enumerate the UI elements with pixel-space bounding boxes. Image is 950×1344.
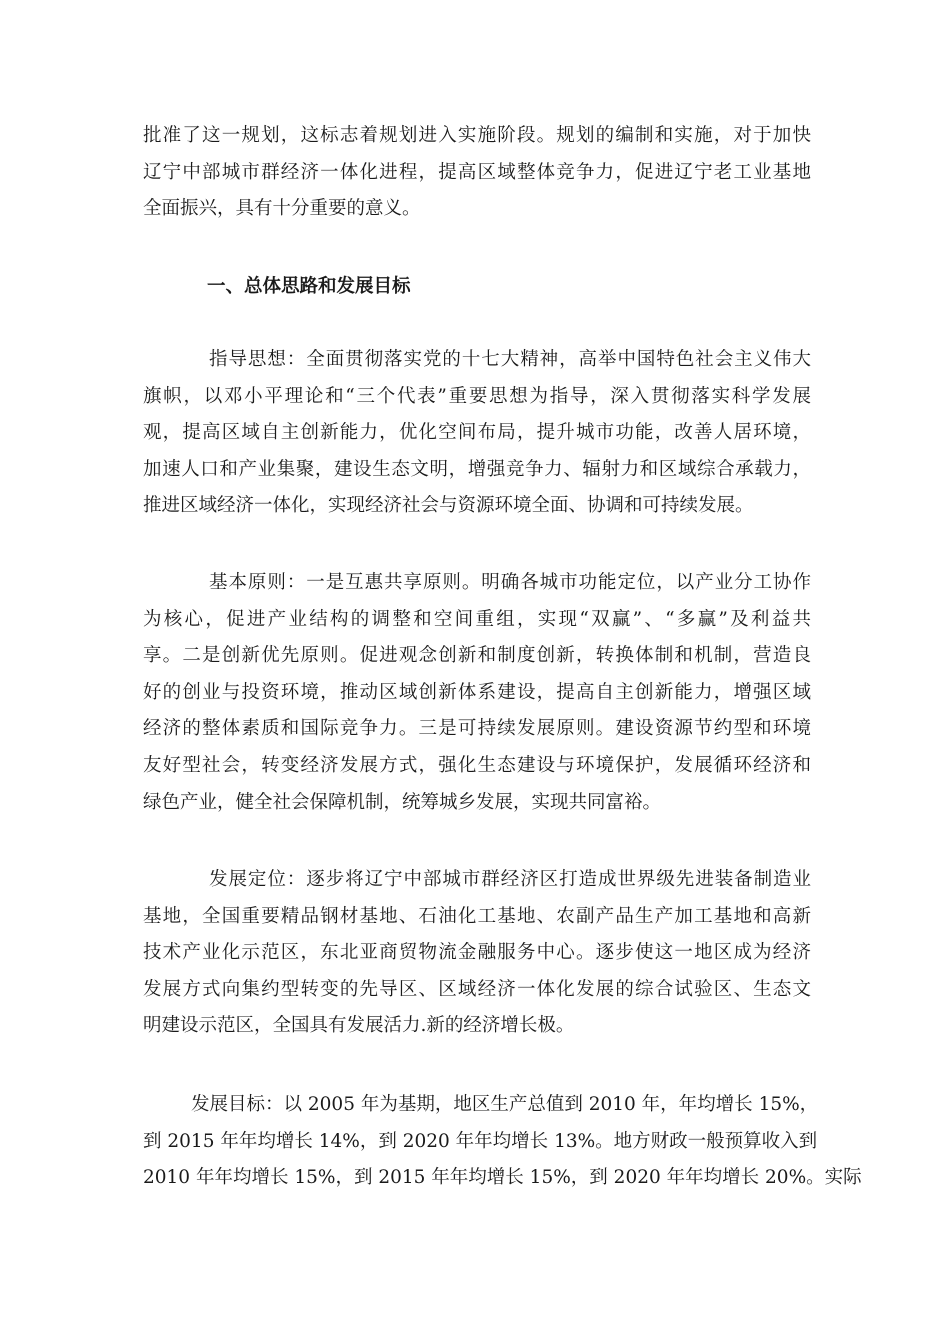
positioning-line-2: 基地，全国重要精品钢材基地、石油化工基地、农副产品生产加工基地和高新 <box>143 905 811 927</box>
principles-line-4: 好的创业与投资环境，推动区域创新体系建设，提高自主创新能力，增强区域 <box>143 681 811 703</box>
guiding-line-2: 旗帜，以邓小平理论和“三个代表”重要思想为指导，深入贯彻落实科学发展 <box>143 385 811 407</box>
intro-line-3: 全面振兴，具有十分重要的意义。 <box>143 198 421 220</box>
intro-line-1: 批准了这一规划，这标志着规划进入实施阶段。规划的编制和实施，对于加快 <box>143 125 811 146</box>
section-heading: 一、总体思路和发展目标 <box>207 276 411 297</box>
principles-line-2: 为核心，促进产业结构的调整和空间重组，实现“双赢”、“多赢”及利益共 <box>143 608 811 630</box>
positioning-line-5: 明建设示范区，全国具有发展活力.新的经济增长极。 <box>143 1015 575 1037</box>
guiding-line-4: 加速人口和产业集聚，建设生态文明，增强竞争力、辐射力和区域综合承载力， <box>143 458 811 480</box>
development-positioning-paragraph <box>143 862 811 1045</box>
principles-line-5: 经济的整体素质和国际竞争力。三是可持续发展原则。建设资源节约型和环境 <box>143 718 811 740</box>
principles-line-1: 基本原则：一是互惠共享原则。明确各城市功能定位，以产业分工协作 <box>209 572 811 593</box>
positioning-line-4: 发展方式向集约型转变的先导区、区域经济一体化发展的综合试验区、生态文 <box>143 978 811 1000</box>
principles-line-6: 友好型社会，转变经济发展方式，强化生态建设与环境保护，发展循环经济和 <box>143 754 811 776</box>
development-targets-paragraph <box>143 1087 862 1197</box>
principles-line-7: 绿色产业，健全社会保障机制，统筹城乡发展，实现共同富裕。 <box>143 791 662 813</box>
targets-line-3: 2010 年年均增长 15%，到 2015 年年均增长 15%，到 2020 年年均增长 20%。实际 <box>143 1167 862 1189</box>
targets-line-2: 到 2015 年年均增长 14%，到 2020 年年均增长 13%。地方财政一般预算收入到 <box>143 1130 818 1152</box>
intro-line-2: 辽宁中部城市群经济一体化进程，提高区域整体竞争力，促进辽宁老工业基地 <box>143 161 811 183</box>
positioning-line-1: 发展定位：逐步将辽宁中部城市群经济区打造成世界级先进装备制造业 <box>209 869 811 890</box>
intro-paragraph <box>143 118 811 228</box>
targets-line-1: 发展目标：以 2005 年为基期，地区生产总值到 2010 年，年均增长 15%， <box>191 1094 819 1115</box>
guiding-ideology-paragraph <box>143 342 811 525</box>
guiding-line-1: 指导思想：全面贯彻落实党的十七大精神，高举中国特色社会主义伟大 <box>209 349 811 370</box>
principles-line-3: 享。二是创新优先原则。促进观念创新和制度创新，转换体制和机制，营造良 <box>143 645 811 667</box>
guiding-line-5: 推进区域经济一体化，实现经济社会与资源环境全面、协调和可持续发展。 <box>143 495 754 517</box>
guiding-line-3: 观，提高区域自主创新能力，优化空间布局，提升城市功能，改善人居环境， <box>143 422 811 444</box>
positioning-line-3: 技术产业化示范区，东北亚商贸物流金融服务中心。逐步使这一地区成为经济 <box>143 942 811 964</box>
basic-principles-paragraph <box>143 565 811 821</box>
